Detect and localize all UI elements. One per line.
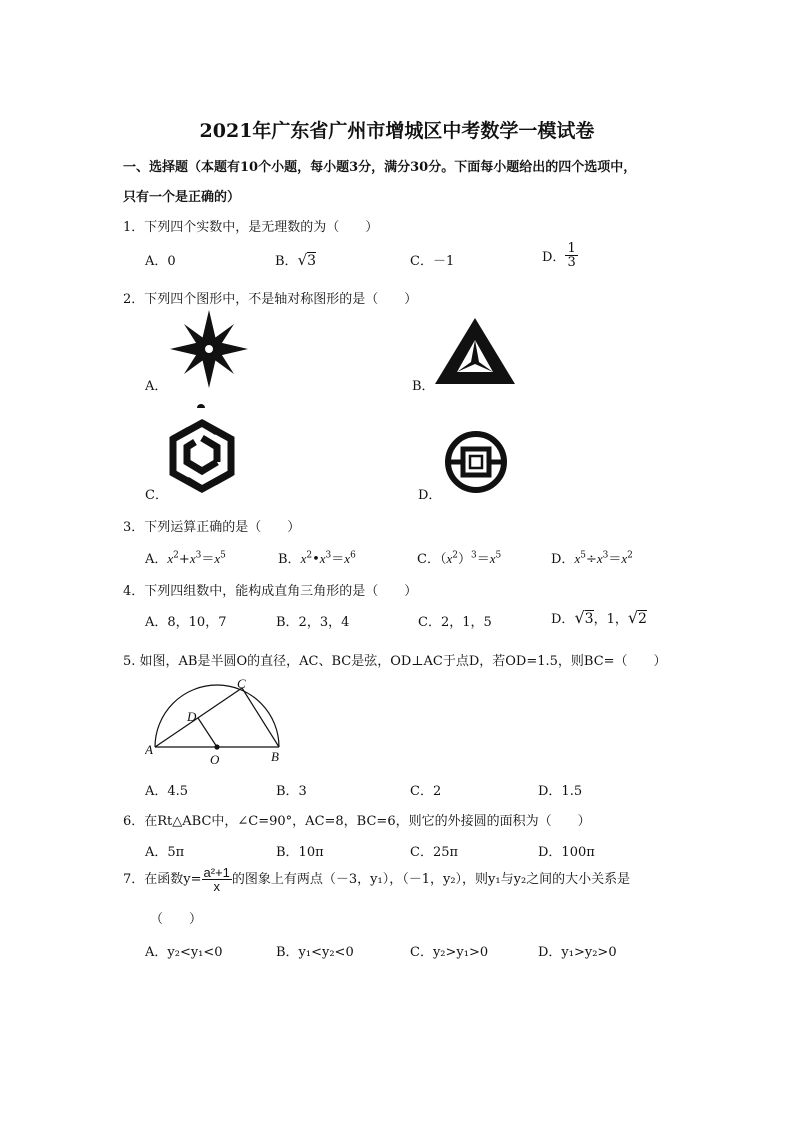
q3-option-b: B．$x^2•x^3=x^6$ xyxy=(278,550,356,567)
fig-label-a: A xyxy=(145,742,153,757)
q6-stem: 6．在Rt△ABC中，∠C=90°，AC=8，BC=6，则它的外接圆的面积为（ ） xyxy=(123,814,591,829)
q2-option-c: C． xyxy=(145,488,168,503)
q7-option-c: C．y₂>y₁>0 xyxy=(410,945,489,960)
q2-option-a: A． xyxy=(145,379,168,394)
semicircle-figure xyxy=(145,676,293,766)
q4-option-c: C．2，1，5 xyxy=(418,615,492,630)
q5-option-a: A．4.5 xyxy=(145,784,189,799)
q6-option-b: B．10π xyxy=(276,845,324,860)
q5-option-b: B．3 xyxy=(276,784,307,799)
q3-option-a: A．$x^2+x^3=x^5$ xyxy=(145,550,226,567)
q5-option-c: C．2 xyxy=(410,784,442,799)
q6-option-c: C．25π xyxy=(410,845,459,860)
stray-mark xyxy=(197,404,205,408)
page-title: 2021年广东省广州市增城区中考数学一模试卷 xyxy=(199,120,595,142)
q6-option-d: D．100π xyxy=(538,845,595,860)
fig-label-b: B xyxy=(271,749,279,764)
q3-option-c: C．$(x^2)^3=x^5$ xyxy=(417,550,502,567)
q3-stem: 3．下列运算正确的是（ ） xyxy=(123,520,301,535)
q4-stem: 4．下列四组数中，能构成直角三角形的是（ ） xyxy=(123,584,418,599)
q2-option-b: B． xyxy=(412,379,435,394)
q5-option-d: D．1.5 xyxy=(538,784,583,799)
q1-option-d: D． $\frac{1}{3}$ xyxy=(542,241,576,270)
q4-option-a: A．8，10，7 xyxy=(145,615,227,630)
q4-option-b: B．2，3，4 xyxy=(276,615,350,630)
q4-option-d: D．√3，1，√2 xyxy=(551,608,647,627)
q7-stem-line2: （ ） xyxy=(150,912,203,927)
q1-stem: 1．下列四个实数中，是无理数的为（ ） xyxy=(123,220,379,235)
coin-figure xyxy=(444,430,508,494)
fig-label-o: O xyxy=(210,752,220,766)
fig-label-c: C xyxy=(237,676,246,691)
triangle-figure xyxy=(435,318,515,386)
q2-option-d: D． xyxy=(418,488,442,503)
compass-star-figure xyxy=(168,310,250,388)
section-heading-line1: 一、选择题（本题有10个小题，每小题3分，满分30分。下面每小题给出的四个选项中， xyxy=(123,160,637,175)
fig-label-d: D xyxy=(187,709,197,724)
q7-option-a: A．y₂<y₁<0 xyxy=(145,945,223,960)
q7-stem: 7．在函数y= $\frac{\text{a²+1}}{x}$ 的图象上有两点（－3，y₁），（－1，y₂），则y₁与y₂之间的大小关系是 xyxy=(123,865,631,894)
q5-stem: 5. 如图，AB是半圆O的直径，AC、BC是弦，OD⊥AC于点D，若OD=1.5，则BC=（ ） xyxy=(123,654,667,669)
q1-option-b: B．√3 xyxy=(275,251,317,269)
q2-stem: 2．下列四个图形中，不是轴对称图形的是（ ） xyxy=(123,292,418,307)
q7-option-b: B．y₁<y₂<0 xyxy=(276,945,354,960)
q1-option-a: A．0 xyxy=(145,254,176,269)
q3-option-d: D．$x^5\div x^3=x^2$ xyxy=(551,550,633,567)
section-heading-line2: 只有一个是正确的） xyxy=(123,190,241,205)
q7-option-d: D．y₁>y₂>0 xyxy=(538,945,617,960)
q1-option-c: C．－1 xyxy=(410,254,455,269)
pinwheel-figure xyxy=(165,418,239,494)
q6-option-a: A．5π xyxy=(145,845,185,860)
